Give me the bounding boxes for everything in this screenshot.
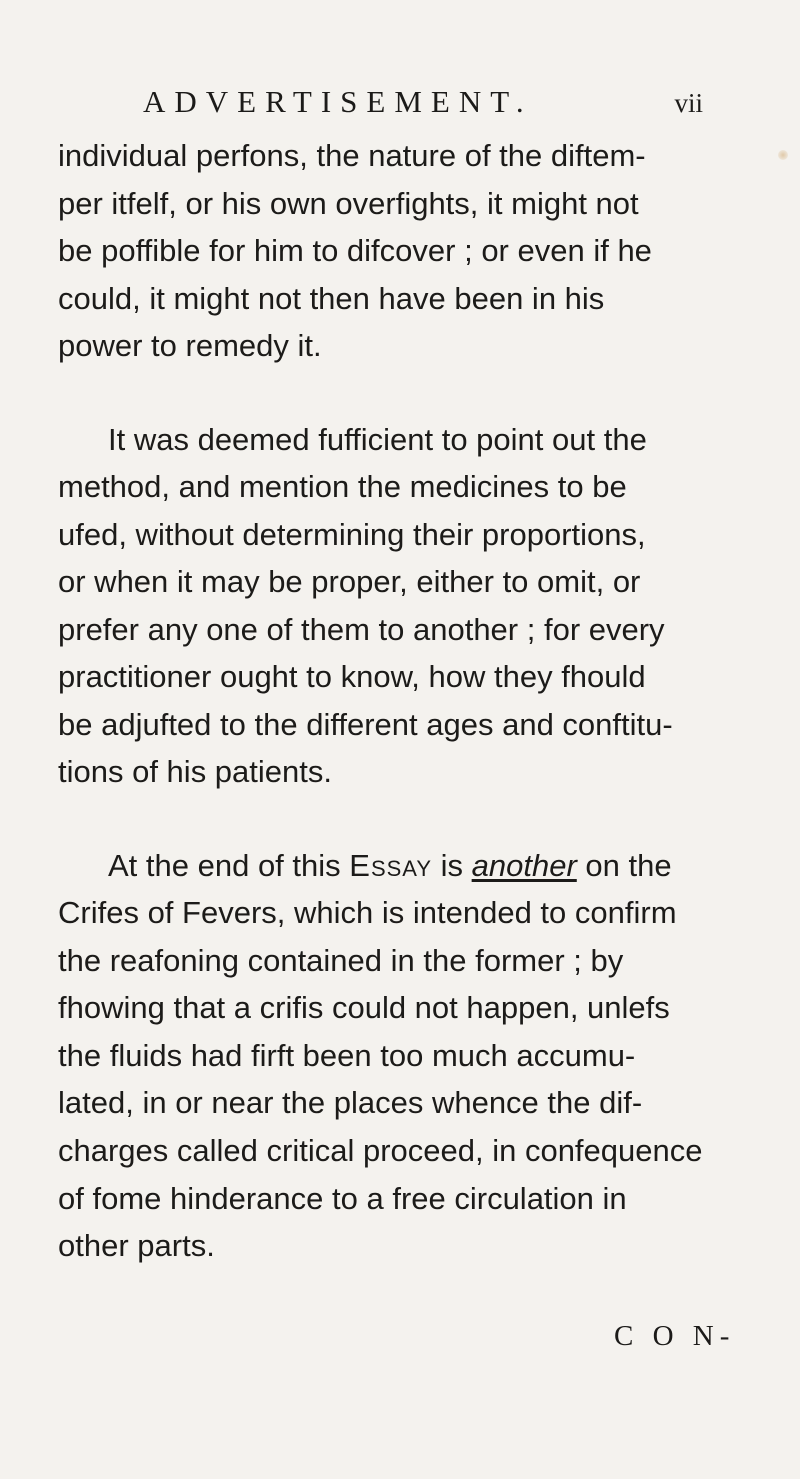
text-line: per itfelf, or his own overfights, it might not (58, 185, 639, 221)
text-line: charges called critical proceed, in confequence (58, 1132, 703, 1168)
text-line: fhowing that a crifis could not happen, unlefs (58, 990, 670, 1026)
text-line: practitioner ought to know, how they fhould (58, 659, 646, 695)
text-line: method, and mention the medicines to be (58, 469, 627, 505)
text-line: or when it may be proper, either to omit, or (58, 564, 641, 600)
paper-speck (778, 150, 788, 160)
text-line: It was deemed fufficient to point out the (108, 421, 647, 457)
text-line: individual perfons, the nature of the diftem- (58, 138, 646, 173)
text-run: is (432, 847, 472, 883)
text-line: the reafoning contained in the former ; by (58, 942, 624, 978)
text-run: At the end of this (108, 847, 350, 883)
italic-word: another (471, 847, 577, 883)
text-line: of fome hinderance to a free circulation in (58, 1180, 627, 1216)
catchword: C O N- (614, 1320, 736, 1352)
text-line: other parts. (58, 1228, 215, 1263)
page-number: vii (674, 88, 703, 118)
text-line: be adjufted to the different ages and conftitu- (58, 706, 673, 742)
running-head (143, 84, 703, 124)
running-title: ADVERTISEMENT. (143, 84, 533, 119)
text-line: Crifes of Fevers, which is intended to confirm (58, 895, 677, 931)
text-line: ufed, without determining their proportions, (58, 516, 646, 552)
text-line-composite (108, 847, 672, 883)
small-caps-word: Essay (349, 847, 433, 883)
text-line: the fluids had firft been too much accumu- (58, 1037, 636, 1073)
text-run: on the (576, 847, 672, 883)
text-line: be poffible for him to difcover ; or even if he (58, 233, 652, 269)
text-line: tions of his patients. (58, 754, 332, 790)
text-line: could, it might not then have been in his (58, 280, 605, 316)
text-line: prefer any one of them to another ; for every (58, 611, 665, 647)
text-line: lated, in or near the places whence the dif- (58, 1085, 643, 1121)
text-line: power to remedy it. (58, 328, 322, 364)
